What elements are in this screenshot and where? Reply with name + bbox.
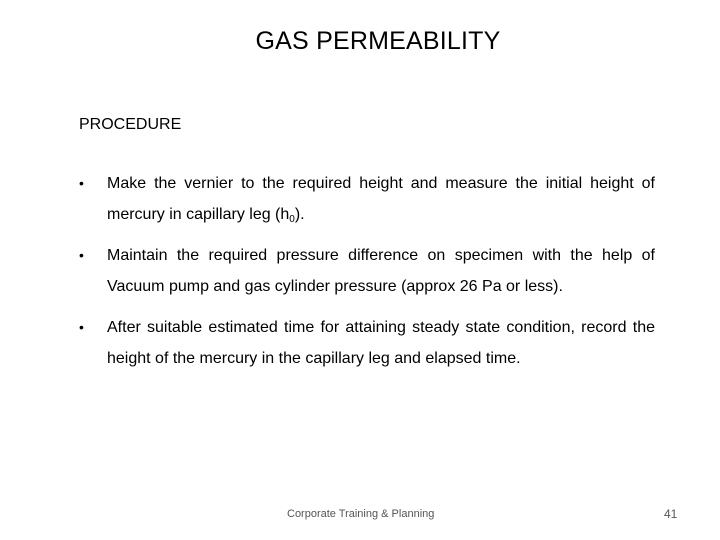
procedure-list	[79, 168, 655, 384]
page-number: 41	[664, 507, 678, 521]
section-heading: PROCEDURE	[79, 116, 182, 133]
page-title: GAS PERMEABILITY	[255, 27, 501, 55]
list-item-text	[107, 175, 655, 223]
list-item-text: Maintain the required pressure difference on specimen with the help of Vacuum pump and gas cylinder pressure (approx 26 Pa or less).	[107, 247, 655, 295]
footer-label: Corporate Training & Planning	[287, 508, 435, 520]
list-item	[79, 312, 655, 374]
list-item-text-tail: ).	[294, 206, 305, 223]
bullet-icon: •	[79, 247, 84, 263]
list-item-text: After suitable estimated time for attaining steady state condition, record the height of the mercury in the capillary leg and elapsed time.	[107, 319, 655, 367]
list-item	[79, 240, 655, 302]
bullet-icon: •	[79, 319, 84, 335]
list-item	[79, 168, 655, 230]
bullet-icon: •	[79, 175, 84, 191]
list-item-text-main: Make the vernier to the required height and measure the initial height of mercury in capillary leg (h	[107, 175, 655, 223]
subscript: 0	[289, 214, 295, 225]
